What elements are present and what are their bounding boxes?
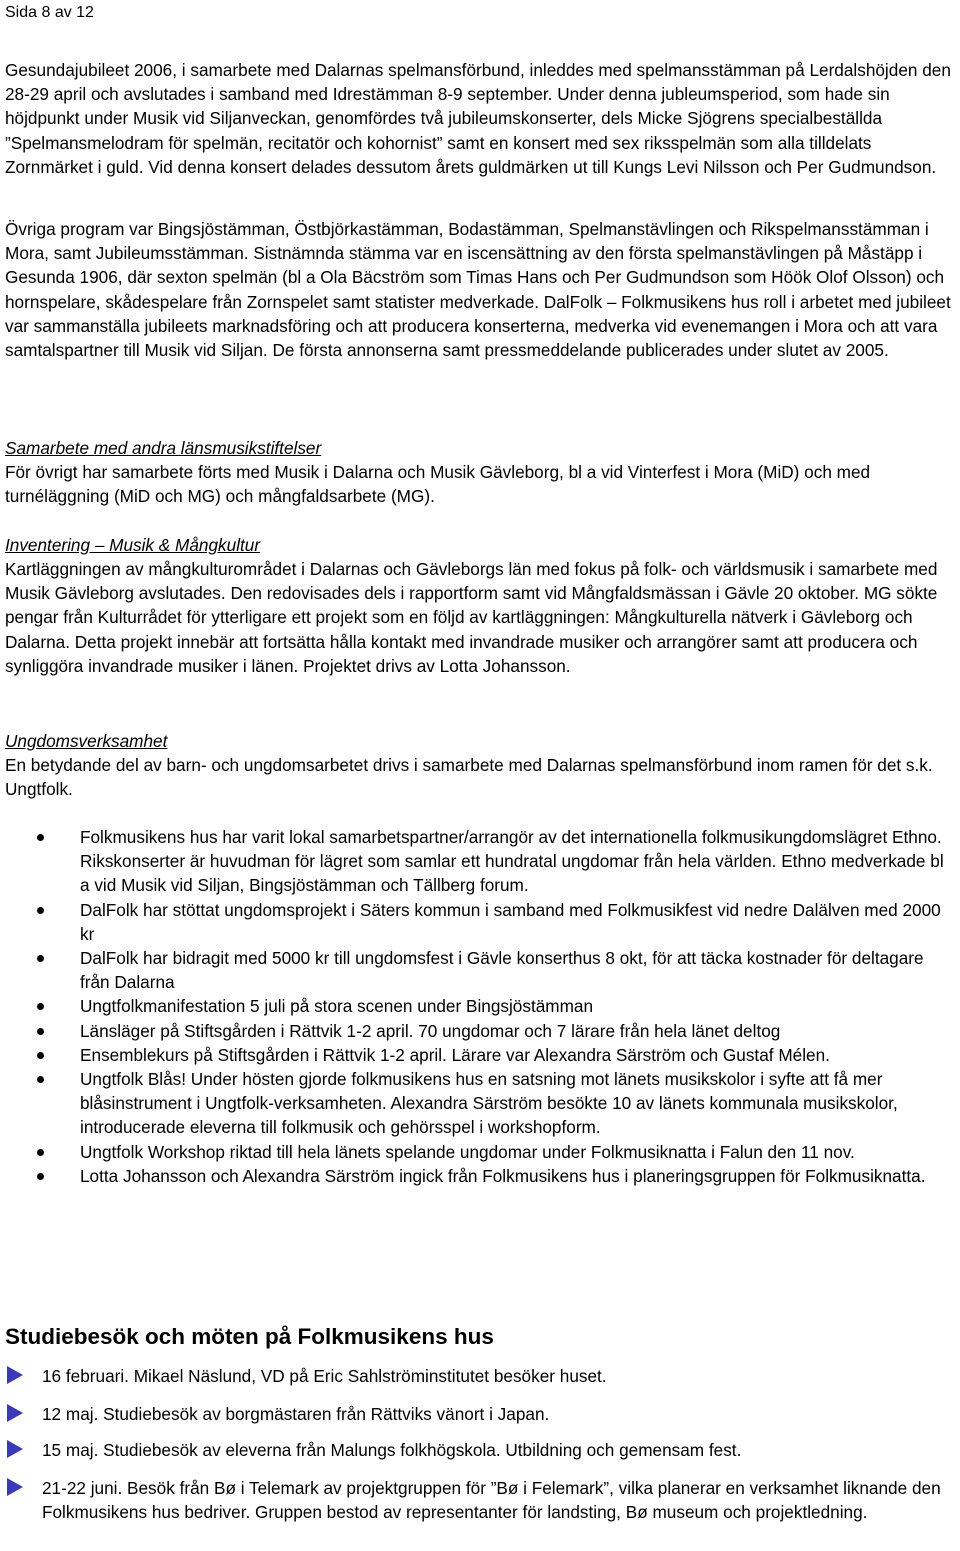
- list-item: DalFolk har stöttat ungdomsprojekt i Säters kommun i samband med Folkmusikfest vid nedre Dalälven med 2000 kr: [5, 898, 955, 946]
- list-item: Ungtfolk Workshop riktad till hela länets spelande ungdomar under Folkmusiknatta i Falun den 11 nov.: [5, 1140, 955, 1164]
- paragraph-ungdomsverksamhet: En betydande del av barn- och ungdomsarbetet drivs i samarbete med Dalarnas spelmansförbund inom ramen för det s.k. Ungtfolk.: [5, 755, 933, 800]
- bullet-icon: [37, 1052, 44, 1059]
- list-item: DalFolk har bidragit med 5000 kr till ungdomsfest i Gävle konserthus 8 okt, för att täcka kostnader för deltagare från Dalarna: [5, 946, 955, 994]
- paragraph-samarbete: För övrigt har samarbete förts med Musik i Dalarna och Musik Gävleborg, bl a vid Vinterfest i Mora (MiD) och med turnéläggning (MiD och MG) och mångfaldsarbete (MG).: [5, 462, 871, 507]
- bullet-icon: [37, 834, 44, 841]
- heading-ungdomsverksamhet: Ungdomsverksamhet: [5, 731, 168, 751]
- bullet-list-ungdom: [5, 825, 955, 1188]
- list-item: Folkmusikens hus har varit lokal samarbetspartner/arrangör av det internationella folkmusikungdomslägret Ethno. Rikskonserter är huvudman för lägret som samlar ett hundratal ungdomar från hela världen. Ethno medverkade bl a vid Musik vid Siljan, Bingsjöstämman och Tällberg forum.: [5, 825, 955, 898]
- list-item: Ungtfolkmanifestation 5 juli på stora scenen under Bingsjöstämman: [5, 994, 955, 1018]
- arrow-icon: [7, 1404, 23, 1422]
- section-title-studiebesok: Studiebesök och möten på Folkmusikens hus: [5, 1324, 494, 1349]
- visit-item: 12 maj. Studiebesök av borgmästaren från Rättviks vänort i Japan.: [5, 1402, 955, 1426]
- visit-item: 21-22 juni. Besök från Bø i Telemark av projektgruppen för ”Bø i Felemark”, vilka planerar en verksamhet liknande den Folkmusikens hus bedriver. Gruppen bestod av representanter för landsting, Bø museum och projektledning.: [5, 1476, 955, 1524]
- bullet-icon: [37, 907, 44, 914]
- paragraph-inventering: Kartläggningen av mångkulturområdet i Dalarnas och Gävleborgs län med fokus på folk- och världsmusik i samarbete med Musik Gävleborg avslutades. Den redovisades dels i rapportform samt vid Mångfaldsmässan i Gävle 20 oktober. MG sökte pengar från Kulturrådet för ytterligare ett projekt som en följd av kartläggningen: Mångkulturella nätverk i Gävleborg och Dalarna. Detta projekt innebär att fortsätta hålla kontakt med invandrade musiker och arrangörer samt att producera och synliggöra invandrade musiker i länen. Projektet drivs av Lotta Johansson.: [5, 559, 938, 676]
- bullet-icon: [37, 1028, 44, 1035]
- arrow-icon: [7, 1366, 23, 1384]
- bullet-icon: [37, 1173, 44, 1180]
- list-item: Ungtfolk Blås! Under hösten gjorde folkmusikens hus en satsning mot länets musikskolor i syfte att få mer blåsinstrument i Ungtfolk-verksamheten. Alexandra Särström besökte 10 av länets kommunala musikskolor, introducerade eleverna till folkmusik och gehörsspel i workshopform.: [5, 1067, 955, 1140]
- bullet-icon: [37, 1076, 44, 1083]
- arrow-icon: [7, 1440, 23, 1458]
- bullet-icon: [37, 1003, 44, 1010]
- bullet-icon: [37, 1149, 44, 1156]
- heading-samarbete: Samarbete med andra länsmusikstiftelser: [5, 438, 322, 458]
- arrow-icon: [7, 1478, 23, 1496]
- visit-item: 16 februari. Mikael Näslund, VD på Eric Sahlströminstitutet besöker huset.: [5, 1364, 955, 1388]
- list-item: Ensemblekurs på Stiftsgården i Rättvik 1-2 april. Lärare var Alexandra Särström och Gustaf Mélen.: [5, 1043, 955, 1067]
- heading-inventering: Inventering – Musik & Mångkultur: [5, 535, 261, 555]
- list-item: Lotta Johansson och Alexandra Särström ingick från Folkmusikens hus i planeringsgruppen för Folkmusiknatta.: [5, 1164, 955, 1188]
- bullet-icon: [37, 955, 44, 962]
- list-item: Länsläger på Stiftsgården i Rättvik 1-2 april. 70 ungdomar och 7 lärare från hela länet deltog: [5, 1019, 955, 1043]
- paragraph-ovriga-program: Övriga program var Bingsjöstämman, Östbjörkastämman, Bodastämman, Spelmanstävlingen och Rikspelmansstämman i Mora, samt Jubileumsstämman. Sistnämnda stämma var en iscensättning av den första spelmanstävlingen på Måstäpp i Gesunda 1906, där sexton spelmän (bl a Ola Bäcström som Timas Hans och Per Gudmundson som Höök Olof Olsson) och hornspelare, skådespelare från Zornspelet samt statister medverkade. DalFolk – Folkmusikens hus roll i arbetet med jubileet var sammanställa jubileets marknadsföring och att producera konserterna, medverka vid evenemangen i Mora och att vara samtalspartner till Musik vid Siljan. De första annonserna samt pressmeddelande publicerades under slutet av 2005.: [5, 219, 951, 361]
- paragraph-gesundajubileet: Gesundajubileet 2006, i samarbete med Dalarnas spelmansförbund, inleddes med spelmansstämman på Lerdalshöjden den 28-29 april och avslutades i samband med Idrestämman 8-9 september. Under denna jubleumsperiod, som hade sin höjdpunkt under Musik vid Siljanveckan, genomfördes två jubileumskonserter, dels Micke Sjögrens specialbeställda ”Spelmansmelodram för spelmän, recitatör och kohornist” samt en konsert med sex riksspelmän som alla tilldelats Zornmärket i guld. Vid denna konsert delades dessutom årets guldmärken ut till Kungs Levi Nilsson och Per Gudmundson.: [5, 60, 951, 177]
- visit-item: 15 maj. Studiebesök av eleverna från Malungs folkhögskola. Utbildning och gemensam fest.: [5, 1438, 955, 1462]
- page-number: Sida 8 av 12: [5, 4, 94, 21]
